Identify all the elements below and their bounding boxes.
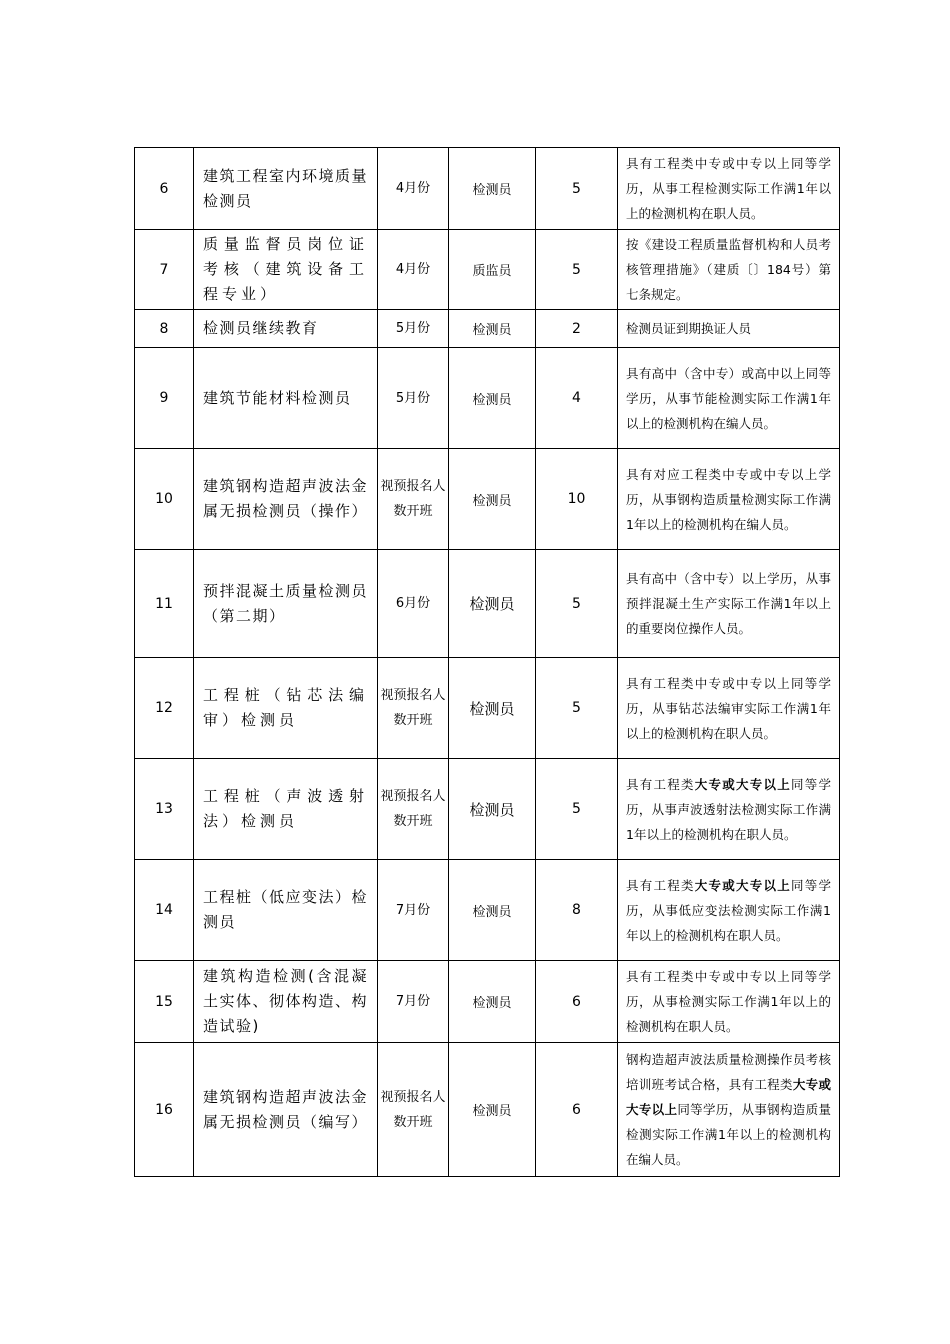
course-name: 建筑钢构造超声波法金属无损检测员（编写）	[194, 1043, 378, 1177]
row-number: 9	[135, 348, 194, 449]
course-time: 4月份	[378, 230, 449, 310]
requirement-text: 钢构造超声波法质量检测操作员考核培训班考试合格，具有工程类	[626, 1052, 831, 1092]
row-number: 13	[135, 759, 194, 860]
table-row	[135, 1043, 840, 1177]
table-row	[135, 550, 840, 658]
trainee-role: 检测员	[449, 658, 536, 759]
requirement-text: 具有工程类	[626, 776, 695, 792]
row-number: 7	[135, 230, 194, 310]
eligibility-requirement	[618, 348, 840, 449]
course-time: 5月份	[378, 348, 449, 449]
eligibility-requirement	[618, 1043, 840, 1177]
trainee-count: 5	[536, 148, 618, 230]
training-schedule-table	[134, 147, 840, 1177]
course-name: 工程桩（钻芯法编审）检测员	[194, 658, 378, 759]
course-time: 6月份	[378, 550, 449, 658]
table-row	[135, 449, 840, 550]
eligibility-requirement	[618, 961, 840, 1043]
course-name: 建筑钢构造超声波法金属无损检测员（操作）	[194, 449, 378, 550]
trainee-count: 5	[536, 658, 618, 759]
trainee-count: 5	[536, 759, 618, 860]
row-number: 16	[135, 1043, 194, 1177]
table-row	[135, 310, 840, 348]
requirement-text-tail: 同等学历，从事钢构造质量检测实际工作满1年以上的检测机构在编人员。	[626, 1102, 831, 1167]
trainee-count: 6	[536, 1043, 618, 1177]
eligibility-requirement	[618, 449, 840, 550]
eligibility-requirement	[618, 148, 840, 230]
eligibility-requirement	[618, 230, 840, 310]
course-name: 建筑构造检测(含混凝土实体、彻体构造、构造试验)	[194, 961, 378, 1043]
course-name: 工程桩（声波透射法）检测员	[194, 759, 378, 860]
requirement-text: 具有对应工程类中专或中专以上学历，从事钢构造质量检测实际工作满1年以上的检测机构在编人员。	[626, 466, 831, 532]
trainee-count: 6	[536, 961, 618, 1043]
requirement-text: 具有工程类中专或中专以上同等学历，从事检测实际工作满1年以上的检测机构在职人员。	[626, 969, 831, 1034]
course-name: 预拌混凝土质量检测员（第二期）	[194, 550, 378, 658]
row-number: 6	[135, 148, 194, 230]
trainee-count: 10	[536, 449, 618, 550]
requirement-emphasis: 大专或大专以上	[694, 877, 791, 893]
trainee-role: 检测员	[449, 348, 536, 449]
requirement-text: 具有高中（含中专）以上学历，从事预拌混凝土生产实际工作满1年以上的重要岗位操作人员。	[626, 571, 831, 636]
table-row	[135, 658, 840, 759]
course-name: 建筑工程室内环境质量检测员	[194, 148, 378, 230]
eligibility-requirement	[618, 658, 840, 759]
row-number: 8	[135, 310, 194, 348]
trainee-role: 检测员	[449, 1043, 536, 1177]
trainee-role: 检测员	[449, 449, 536, 550]
course-name: 建筑节能材料检测员	[194, 348, 378, 449]
requirement-text: 检测员证到期换证人员	[626, 321, 752, 336]
trainee-count: 4	[536, 348, 618, 449]
requirement-text-tail: 同等学历，从事声波透射法检测实际工作满1年以上的检测机构在职人员。	[626, 776, 831, 842]
table-row	[135, 860, 840, 961]
eligibility-requirement	[618, 759, 840, 860]
course-time: 5月份	[378, 310, 449, 348]
course-time: 7月份	[378, 961, 449, 1043]
table-row	[135, 348, 840, 449]
row-number: 11	[135, 550, 194, 658]
trainee-role: 质监员	[449, 230, 536, 310]
requirement-text: 按《建设工程质量监督机构和人员考核管理措施》（建质〔〕184号）第七条规定。	[626, 237, 831, 302]
requirement-emphasis: 大专或大专以上	[694, 776, 791, 792]
table-row	[135, 961, 840, 1043]
trainee-role: 检测员	[449, 759, 536, 860]
eligibility-requirement	[618, 550, 840, 658]
course-time: 视预报名人数开班	[378, 759, 449, 860]
eligibility-requirement	[618, 860, 840, 961]
trainee-count: 5	[536, 550, 618, 658]
trainee-role: 检测员	[449, 310, 536, 348]
row-number: 15	[135, 961, 194, 1043]
requirement-text: 具有工程类中专或中专以上同等学历，从事钻芯法编审实际工作满1年以上的检测机构在职人员。	[626, 675, 831, 741]
course-time: 视预报名人数开班	[378, 1043, 449, 1177]
requirement-text: 具有工程类中专或中专以上同等学历，从事工程检测实际工作满1年以上的检测机构在职人员。	[626, 156, 831, 221]
course-name: 工程桩（低应变法）检测员	[194, 860, 378, 961]
table-row	[135, 759, 840, 860]
trainee-count: 2	[536, 310, 618, 348]
course-time: 视预报名人数开班	[378, 658, 449, 759]
eligibility-requirement	[618, 310, 840, 348]
table-row	[135, 148, 840, 230]
requirement-text: 具有高中（含中专）或高中以上同等学历，从事节能检测实际工作满1年以上的检测机构在编人员。	[626, 365, 831, 431]
trainee-role: 检测员	[449, 550, 536, 658]
course-time: 7月份	[378, 860, 449, 961]
row-number: 14	[135, 860, 194, 961]
trainee-role: 检测员	[449, 961, 536, 1043]
course-time: 视预报名人数开班	[378, 449, 449, 550]
course-name: 质量监督员岗位证考核（建筑设备工程专业）	[194, 230, 378, 310]
requirement-text-tail: 同等学历，从事低应变法检测实际工作满1年以上的检测机构在职人员。	[626, 877, 831, 943]
table-row	[135, 230, 840, 310]
trainee-role: 检测员	[449, 860, 536, 961]
row-number: 10	[135, 449, 194, 550]
row-number: 12	[135, 658, 194, 759]
trainee-count: 5	[536, 230, 618, 310]
course-name: 检测员继续教育	[194, 310, 378, 348]
requirement-text: 具有工程类	[626, 877, 695, 893]
course-time: 4月份	[378, 148, 449, 230]
requirement-emphasis: 大专或大专以上	[626, 1077, 831, 1117]
trainee-count: 8	[536, 860, 618, 961]
trainee-role: 检测员	[449, 148, 536, 230]
